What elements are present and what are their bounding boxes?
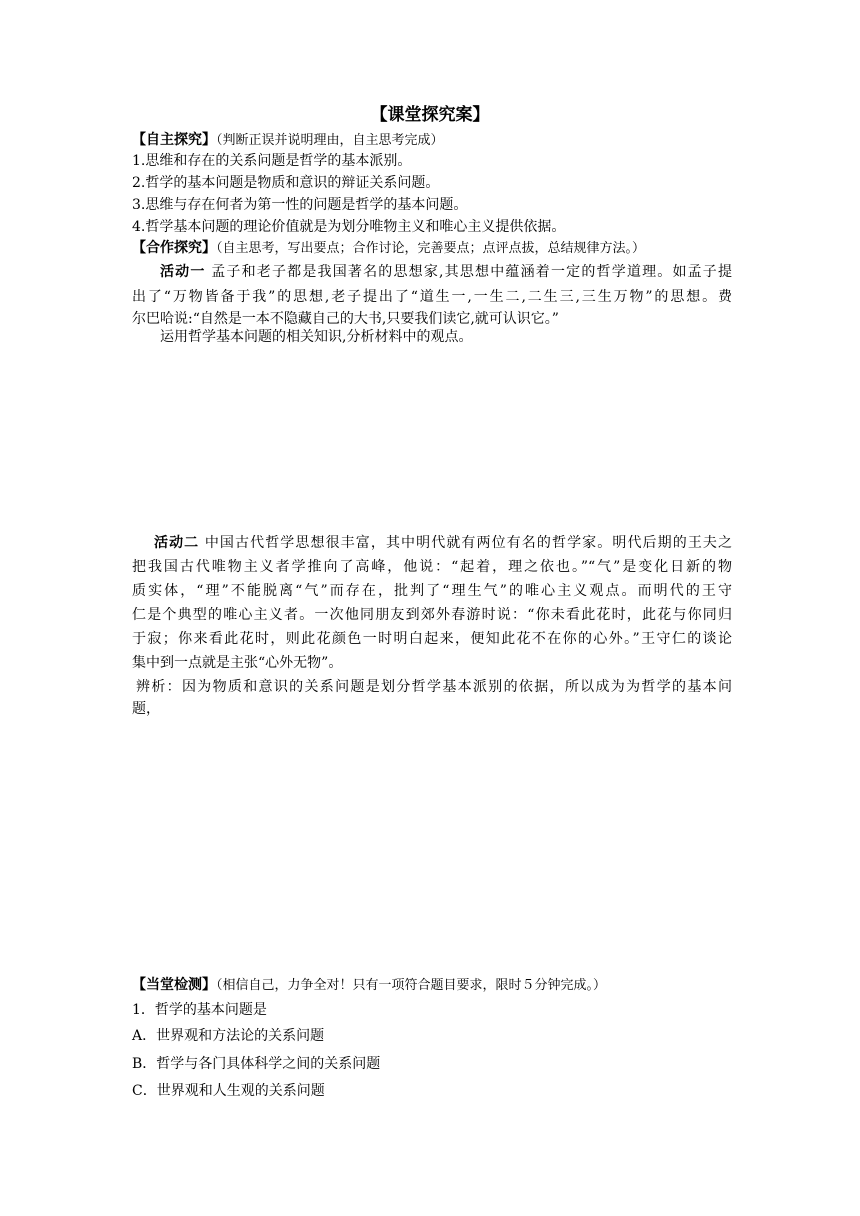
activity2-line-4: 仁是个典型的唯心主义者。一次他同朋友到郊外春游时说：“你未看此花时，此花与你同归 (132, 607, 732, 623)
self-inquiry-item: 1.思维和存在的关系问题是哲学的基本派别。 (132, 153, 412, 169)
activity2-label: 活动二 (154, 535, 200, 551)
page-title: 【课堂探究案】 (370, 105, 490, 125)
activity2-line-3: 质实体，“理”不能脱离“气”而存在，批判了“理生气”的唯心主义观点。而明代的王守 (132, 583, 732, 599)
analysis-line-1: 辨析：因为物质和意识的关系问题是划分哲学基本派别的依据，所以成为为哲学的基本问 (136, 679, 732, 695)
self-inquiry-heading: 【自主探究】 (132, 132, 216, 148)
activity1-line-2: 出了“万物皆备于我”的思想,老子提出了“道生一,一生二,二生三,三生万物”的思想。费 (132, 289, 732, 305)
self-inquiry-item: 3.思维与存在何者为第一性的问题是哲学的基本问题。 (132, 197, 468, 213)
activity1-task: 运用哲学基本问题的相关知识,分析材料中的观点。 (160, 329, 473, 345)
in-class-test-heading: 【当堂检测】 (132, 977, 216, 993)
self-inquiry-item: 4.哲学基本问题的理论价值就是为划分唯物主义和唯心主义提供依据。 (132, 219, 566, 235)
activity1-label: 活动一 (160, 264, 206, 280)
activity1-text: 孟子和老子都是我国著名的思想家,其思想中蕴涵着一定的哲学道理。如孟子提 (211, 264, 732, 280)
activity1-line-1 (160, 262, 732, 282)
analysis-line-2: 题， (132, 701, 160, 717)
self-inquiry-item: 2.哲学的基本问题是物质和意识的辩证关系问题。 (132, 175, 440, 191)
activity2-line-2: 把我国古代唯物主义者学推向了高峰，他说：“起着，理之依也。”“气”是变化日新的物 (132, 559, 732, 575)
self-inquiry-instruction: （判断正误并说明理由，自主思考完成） (216, 133, 444, 148)
cooperative-inquiry-header (132, 238, 732, 259)
cooperative-inquiry-heading: 【合作探究】 (132, 240, 216, 256)
activity2-text: 中国古代哲学思想很丰富，其中明代就有两位有名的哲学家。明代后期的王夫之 (204, 535, 732, 551)
cooperative-inquiry-instruction: （自主思考，写出要点；合作讨论，完善要点；点评点拔，总结规律方法。） (216, 241, 646, 256)
activity2-line-5: 于寂；你来看此花时，则此花颜色一时明白起来，便知此花不在你的心外。”王守仁的谈论 (132, 631, 732, 647)
activity1-line-3: 尔巴哈说:“自然是一本不隐藏自己的大书,只要我们读它,就可认识它。” (132, 311, 559, 327)
test-option-c: C．世界观和人生观的关系问题 (132, 1083, 325, 1099)
self-inquiry-header (132, 130, 732, 151)
activity2-line-1 (154, 533, 732, 553)
test-option-a: A．世界观和方法论的关系问题 (132, 1028, 325, 1044)
test-option-b: B．哲学与各门具体科学之间的关系问题 (132, 1056, 381, 1072)
in-class-test-header (132, 975, 732, 996)
activity2-line-6: 集中到一点就是主张“心外无物”。 (132, 655, 343, 671)
in-class-test-instruction: （相信自己，力争全对！只有一项符合题目要求，限时５分钟完成。） (216, 978, 607, 993)
test-question: 1．哲学的基本问题是 (132, 1002, 267, 1018)
